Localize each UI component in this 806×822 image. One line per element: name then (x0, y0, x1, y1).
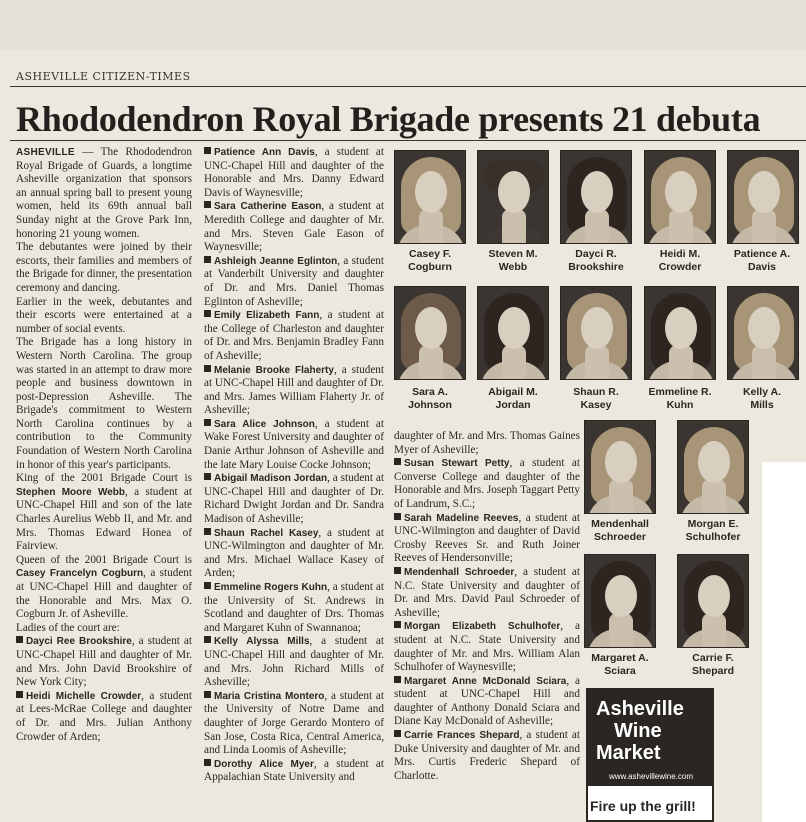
photo-caption: Patience A. Davis (733, 248, 791, 273)
photo-caption: Abigail M. Jordan (488, 386, 538, 411)
entry: Abigail Madison Jordan, a student at UNC-Chapel Hill and daughter of Dr. Richard Dwight Jordan and Dr. Sandra Madison of Asheville; (204, 472, 384, 526)
entry: Dayci Ree Brookshire, a student at UNC-Chapel Hill and daughter of Mr. and Mrs. John David Brookshire of New York City; (16, 635, 192, 689)
queen-name: Casey Francelyn Cogburn (16, 568, 144, 580)
portrait-photo (560, 286, 632, 380)
bullet-square-icon (204, 636, 211, 643)
entry: Emmeline Rogers Kuhn, a student at the University of St. Andrews in Scotland and daughter of Drs. Thomas and Margaret Kuhn of Swannanoa; (204, 581, 384, 634)
entry: Patience Ann Davis, a student at UNC-Chapel Hill and daughter of the Honorable and Mrs. Danny Edward Davis of Waynesville; (204, 146, 384, 199)
photo-caption: Casey F. Cogburn (408, 248, 452, 273)
portrait-photo (477, 286, 549, 380)
bullet-square-icon (16, 691, 23, 698)
king-name: Stephen Moore Webb (16, 486, 126, 498)
photo-caption: Morgan E. Schulhofer (685, 518, 741, 543)
entry: Dorothy Alice Myer, a student at Appalachian State University and (204, 757, 384, 784)
bullet-square-icon (204, 582, 211, 589)
photo-caption: Steven M. Webb (488, 248, 538, 273)
king-paragraph: King of the 2001 Brigade Court is Stephen Moore Webb, a student at UNC-Chapel Hill and son of the late Charles Aurelius Webb II, and Mr. and Mrs. Thomas Edward Honea of Fairview. (16, 472, 192, 553)
bullet-square-icon (204, 310, 211, 317)
portrait-photo (477, 150, 549, 244)
photo-caption: Shaun R. Kasey (573, 386, 619, 411)
bullet-square-icon (204, 691, 211, 698)
lead-paragraph: ASHEVILLE — The Rhododendron Royal Brigade of Guards, a longtime Asheville organization that sponsors an annual spring ball to present young women, held its 69th annual ball Sunday night at the Grove Park Inn, honoring 21 young women. (16, 146, 192, 240)
entry: Margaret Anne McDonald Sciara, a student at UNC-Chapel Hill and daughter of Anthony Donald Sciara and Diane Kay McDonald of Asheville; (394, 674, 580, 728)
entry: Shaun Rachel Kasey, a student at UNC-Wilmington and daughter of Mr. and Mrs. Michael Wallace Kasey of Arden; (204, 526, 384, 580)
entry: Mendenhall Schroeder, a student at N.C. State University and daughter of Dr. and Mrs. David Paul Schroeder of Asheville; (394, 565, 580, 619)
paper-top-margin (0, 0, 806, 50)
photo-caption: Margaret A. Sciara (591, 652, 649, 677)
portrait-photo (394, 286, 466, 380)
photo-caption: Mendenhall Schroeder (591, 518, 649, 543)
paragraph: Earlier in the week, debutantes and their escorts were entertained at a number of social events. (16, 295, 192, 335)
bullet-square-icon (394, 567, 401, 574)
article-column-3 (394, 430, 580, 822)
photo-caption: Dayci R. Brookshire (568, 248, 624, 273)
bullet-square-icon (204, 473, 211, 480)
ad-line-3: Market (596, 742, 661, 764)
bullet-square-icon (394, 458, 401, 465)
entry: Melanie Brooke Flaherty, a student at UNC-Chapel Hill and daughter of Dr. and Mrs. James William Flaherty Jr. of Asheville; (204, 363, 384, 417)
bullet-square-icon (204, 419, 211, 426)
photo-caption: Heidi M. Crowder (658, 248, 702, 273)
ad-url: www.ashevillewine.com (608, 772, 694, 781)
photo-caption: Sara A. Johnson (408, 386, 452, 411)
bullet-square-icon (394, 621, 401, 628)
entry: Emily Elizabeth Fann, a student at the College of Charleston and daughter of Dr. and Mrs. Benjamin Bradley Fann of Asheville; (204, 309, 384, 362)
bullet-square-icon (204, 256, 211, 263)
entry: Kelly Alyssa Mills, a student at UNC-Chapel Hill and daughter of Mr. and Mrs. John Richard Mills of Asheville; (204, 635, 384, 689)
portrait-photo (584, 554, 656, 648)
entry: Sara Catherine Eason, a student at Meredith College and daughter of Mr. and Mrs. Steven Gale Eason of Waynesville; (204, 200, 384, 254)
bullet-square-icon (204, 201, 211, 208)
bullet-square-icon (204, 528, 211, 535)
entry: Morgan Elizabeth Schulhofer, a student at N.C. State University and daughter of Mr. and Mrs. William Alan Schulhofer of Waynesville; (394, 620, 580, 674)
bullet-square-icon (394, 730, 401, 737)
photo-caption: Kelly A. Mills (742, 386, 782, 411)
entry: Carrie Frances Shepard, a student at Duke University and daughter of Mr. and Mrs. Curtis Frederic Shepard of Charlotte. (394, 729, 580, 782)
entry: Sarah Madeline Reeves, a student at UNC-Wilmington and daughter of David Crosby Reeves Sr. and Ruth Joiner Reeves of Hendersonville; (394, 511, 580, 565)
ad-tagline: Fire up the grill! (590, 798, 696, 814)
entry: Susan Stewart Petty, a student at Converse College and daughter of the Honorable and Mrs. Joseph Taggart Petty of Landrum, S.C.; (394, 457, 580, 510)
portrait-photo (677, 554, 749, 648)
bullet-square-icon (16, 636, 23, 643)
queen-paragraph: Queen of the 2001 Brigade Court is Casey Francelyn Cogburn, a student at UNC-Chapel Hill and daughter of the Honorable and Mrs. Max O. Cogburn Jr. of Asheville. (16, 553, 192, 621)
portrait-photo (584, 420, 656, 514)
paragraph: The debutantes were joined by their escorts, their families and members of the Brigade for dinner, the presentation ceremony and dancing. (16, 241, 192, 294)
bullet-square-icon (204, 365, 211, 372)
portrait-photo (560, 150, 632, 244)
bullet-square-icon (204, 759, 211, 766)
portrait-photo (727, 286, 799, 380)
torn-edge (762, 462, 806, 822)
headline: Rhododendron Royal Brigade presents 21 debuta (16, 99, 761, 139)
portrait-photo (644, 150, 716, 244)
continued-text: daughter of Mr. and Mrs. Thomas Gaines Myer of Asheville; (394, 430, 580, 456)
portrait-photo (727, 150, 799, 244)
portrait-photo (394, 150, 466, 244)
paragraph: The Brigade has a long history in Western North Carolina. The group was started in an attempt to draw more people and business downtown in post-Depression Asheville. The Brigade's commitment to Western North Carolina continues by a contribution to the Community Foundation of Western North Carolina in honor of this year's participants. (16, 336, 192, 471)
ad-logo-block (588, 690, 712, 786)
photo-caption: Emmeline R. Kuhn (648, 386, 712, 411)
wine-market-advertisement (586, 688, 714, 822)
dateline: ASHEVILLE (16, 147, 75, 158)
bullet-square-icon (394, 513, 401, 520)
portrait-photo (644, 286, 716, 380)
entry: Heidi Michelle Crowder, a student at Lees-McRae College and daughter of Dr. and Mrs. Julian Anthony Crowder of Arden; (16, 689, 192, 743)
entry: Ashleigh Jeanne Eglinton, a student at Vanderbilt University and daughter of Dr. and Mrs. Daniel Thomas Eglinton of Asheville; (204, 254, 384, 308)
paragraph: Ladies of the court are: (16, 621, 120, 634)
bullet-square-icon (394, 676, 401, 683)
photo-caption: Carrie F. Shepard (691, 652, 734, 677)
ad-line-2: Wine (614, 720, 662, 742)
masthead: ASHEVILLE CITIZEN-TIMES (16, 70, 191, 83)
ad-line-1: Asheville (596, 698, 684, 720)
article-column-2 (204, 146, 384, 822)
headline-rule (10, 140, 806, 141)
bullet-square-icon (204, 147, 211, 154)
entry: Sara Alice Johnson, a student at Wake Forest University and daughter of Danie Arthur Johnson of Asheville and the late Mary Louise Cocke Johnson; (204, 417, 384, 471)
entry: Maria Cristina Montero, a student at the University of Notre Dame and daughter of Jorge Gerardo Montero of San Jose, Costa Rica, Central America, and Linda Loomis of Asheville; (204, 689, 384, 757)
portrait-photo (677, 420, 749, 514)
masthead-rule (10, 86, 806, 87)
article-column-1 (16, 146, 192, 822)
